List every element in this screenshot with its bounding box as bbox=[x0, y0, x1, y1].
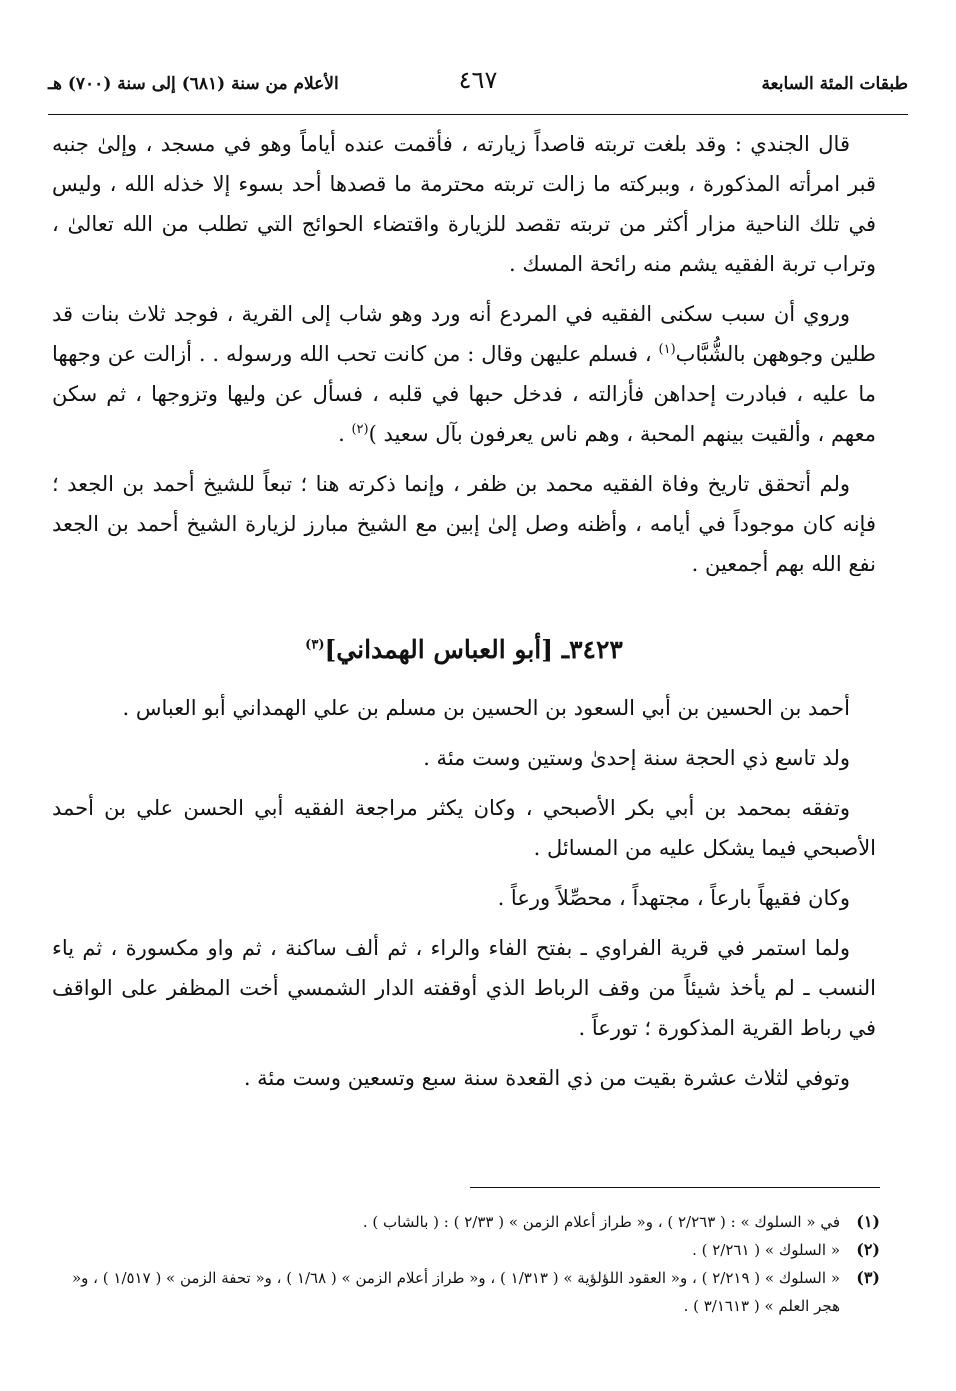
paragraph-story-part-3: . bbox=[338, 422, 352, 446]
paragraph-story bbox=[52, 294, 876, 454]
header-range-title: الأعلام من سنة (٦٨١) إلى سنة (٧٠٠) هـ bbox=[48, 74, 339, 94]
footnote-number: (١) bbox=[856, 1212, 880, 1231]
entry-heading bbox=[52, 630, 876, 670]
footnote-ref-3: (٣) bbox=[305, 637, 325, 653]
paragraph-jundi: قال الجندي : وقد بلغت تربته قاصداً زيارته ، فأقمت عنده أياماً وهو في مسجد ، وإلىٰ جنبه قبر امرأته المذكورة ، وببركته ما زالت تربته محترمة ما قصدها أحد بسوء إلا خذله الله ، وليس في تلك الناحية مزار أكثر من تربته تقصد للزيارة واقتضاء الحوائج التي تطلب من الله تعالىٰ ، وتراب تربة الفقيه يشم منه رائحة المسك . bbox=[52, 132, 876, 276]
header-book-title: طبقات المئة السابعة bbox=[761, 74, 908, 94]
footnote-3 bbox=[60, 1264, 880, 1320]
paragraph-lineage: أحمد بن الحسين بن أبي السعود بن الحسين بن مسلم بن علي الهمداني أبو العباس . bbox=[122, 696, 850, 720]
footnotes bbox=[60, 1208, 880, 1320]
paragraph-story-part-2: ، فسلم عليهن وقال : من كانت تحب الله ورسوله . . أزالت عن وجهها ما عليه ، فبادرت إحداهن فأزالته ، فدخل حبها في قلبه ، فسأل عن وليها وتزوجها ، ثم سكن معهم ، وألقيت بينهم المحبة ، وهم ناس يعرفون بآل سعيد ) bbox=[52, 342, 876, 446]
footnote-number: (٢) bbox=[856, 1240, 880, 1259]
footnote-text: « السلوك » ( ٢/٢٦١ ) . bbox=[692, 1241, 840, 1259]
footnote-text: « السلوك » ( ٢/٢١٩ ) ، و« العقود اللؤلؤية » ( ١/٣١٣ ) ، و« طراز أعلام الزمن » ( ١/٦٨ ) ، و« تحفة الزمن » ( ١/٥١٧ ) ، و« هجر العلم » ( ٣/١٦١٣ ) . bbox=[71, 1269, 840, 1315]
footnote-2 bbox=[60, 1236, 880, 1264]
page-number: ٤٦٧ bbox=[458, 66, 498, 94]
footnote-ref-2: (٢) bbox=[351, 422, 369, 437]
main-text bbox=[52, 124, 876, 1108]
footnote-text: في « السلوك » : ( ٢/٢٦٣ ) ، و« طراز أعلام الزمن » ( ٢/٣٣ ) : ( بالشاب ) . bbox=[362, 1213, 840, 1231]
paragraph-study: وتفقه بمحمد بن أبي بكر الأصبحي ، وكان يكثر مراجعة الفقيه أبي الحسن علي بن أحمد الأصبحي فيما يشكل عليه من المسائل . bbox=[52, 796, 876, 860]
paragraph-birth: ولد تاسع ذي الحجة سنة إحدىٰ وستين وست مئة . bbox=[423, 746, 850, 770]
footnote-1 bbox=[60, 1208, 880, 1236]
paragraph-piety: ولما استمر في قرية الفراوي ـ بفتح الفاء والراء ، ثم ألف ساكنة ، ثم واو مكسورة ، ثم ياء النسب ـ لم يأخذ شيئاً من وقف الرباط الذي أوقفته الدار الشمسي أخت المظفر على الواقف في رباط القرية المذكورة ؛ تورعاً . bbox=[52, 936, 876, 1040]
footnote-number: (٣) bbox=[856, 1268, 880, 1287]
entry-heading-title: ٣٤٢٣ـ [أبو العباس الهمداني] bbox=[324, 635, 623, 664]
paragraph-death: وتوفي لثلاث عشرة بقيت من ذي القعدة سنة سبع وتسعين وست مئة . bbox=[243, 1066, 850, 1090]
header-divider bbox=[48, 114, 908, 115]
paragraph-story-part-1: وروي أن سبب سكنى الفقيه في المردع أنه ورد وهو شاب إلى القرية ، فوجد ثلاث بنات قد طلين وجوههن بالشُّبَّاب bbox=[52, 302, 877, 366]
footnote-divider bbox=[470, 1187, 880, 1188]
paragraph-date-note: ولم أتحقق تاريخ وفاة الفقيه محمد بن ظفر ، وإنما ذكرته هنا ؛ تبعاً للشيخ أحمد بن الجعد ؛ فإنه كان موجوداً في أيامه ، وأظنه وصل إلىٰ إبين مع الشيخ مبارز لزيارة الشيخ أحمد بن الجعد نفع الله بهم أجمعين . bbox=[52, 472, 876, 576]
footnote-ref-1: (١) bbox=[658, 342, 676, 357]
paragraph-qualities: وكان فقيهاً بارعاً ، مجتهداً ، محصِّلاً ورعاً . bbox=[497, 886, 850, 910]
running-header bbox=[48, 66, 908, 106]
